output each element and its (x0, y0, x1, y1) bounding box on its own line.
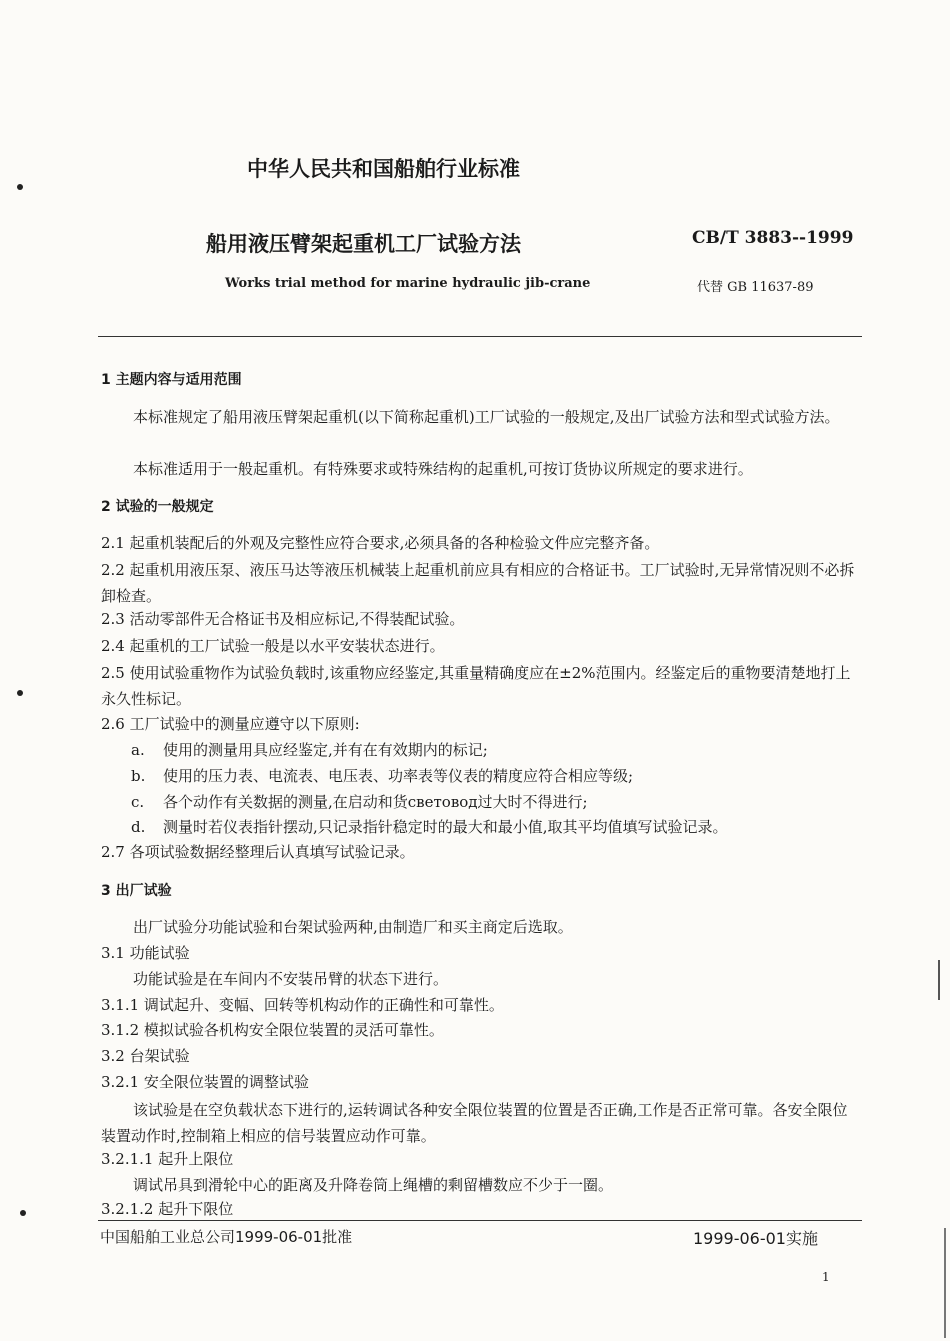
section-1-heading: 1 主题内容与适用范围 (101, 372, 242, 388)
clause-2-5: 2.5 使用试验重物作为试验负载时,该重物应经鉴定,其重量精确度应在±2%范围内。经鉴定后的重物要清楚地打上永久性标记。 (101, 664, 851, 708)
clause-3-2-1-2-heading: 3.2.1.2 起升下限位 (101, 1200, 234, 1218)
clause-3-2-1-paragraph: 该试验是在空负载状态下进行的,运转调试各种安全限位装置的位置是否正确,工作是否正常可靠。各安全限位装置动作时,控制箱上相应的信号装置应动作可靠。 (101, 1101, 848, 1145)
approval-line: 中国船舶工业总公司1999-06-01批准 (100, 1228, 353, 1246)
scan-edge-mark (944, 1228, 946, 1338)
clause-2-7: 2.7 各项试验数据经整理后认真填写试验记录。 (101, 843, 415, 861)
standard-number: CB/T 3883--1999 (692, 228, 854, 248)
clause-3-1-2: 3.1.2 模拟试验各机构安全限位装置的灵活可靠性。 (101, 1021, 444, 1039)
section-2-heading: 2 试验的一般规定 (101, 499, 214, 515)
scan-dot (17, 184, 23, 190)
list-item-label: b. (131, 767, 146, 785)
supersedes-note: 代替 GB 11637-89 (697, 280, 814, 295)
section-1-paragraph: 本标准适用于一般起重机。有特殊要求或特殊结构的起重机,可按订货协议所规定的要求进行。 (133, 460, 753, 478)
org-title: 中华人民共和国船舶行业标准 (247, 157, 520, 181)
clause-2-1: 2.1 起重机装配后的外观及完整性应符合要求,必须具备的各种检验文件应完整齐备。 (101, 534, 660, 552)
footer-divider (98, 1220, 862, 1221)
list-item-text: 使用的测量用具应经鉴定,并有在有效期内的标记; (163, 741, 488, 759)
clause-2-6: 2.6 工厂试验中的测量应遵守以下原则: (101, 715, 360, 733)
list-item-text: 各个动作有关数据的测量,在启动和货световод过大时不得进行; (163, 793, 588, 811)
clause-3-1-paragraph: 功能试验是在车间内不安装吊臂的状态下进行。 (133, 970, 449, 988)
section-3-heading: 3 出厂试验 (101, 883, 172, 899)
scan-dot (17, 690, 23, 696)
doc-title: 船用液压臂架起重机工厂试验方法 (206, 232, 521, 256)
page-number: 1 (822, 1270, 830, 1284)
clause-3-1-1: 3.1.1 调试起升、变幅、回转等机构动作的正确性和可靠性。 (101, 996, 504, 1014)
list-item-text: 测量时若仪表指针摆动,只记录指针稳定时的最大和最小值,取其平均值填写试验记录。 (163, 818, 728, 836)
list-item-label: c. (131, 793, 145, 811)
effective-date: 1999-06-01实施 (693, 1229, 818, 1248)
scan-dot (20, 1210, 26, 1216)
list-item-label: a. (131, 741, 145, 759)
list-item-label: d. (131, 818, 146, 836)
clause-3-2-1-heading: 3.2.1 安全限位装置的调整试验 (101, 1073, 309, 1091)
clause-2-3: 2.3 活动零部件无合格证书及相应标记,不得装配试验。 (101, 610, 465, 628)
clause-3-2-1-1-heading: 3.2.1.1 起升上限位 (101, 1150, 234, 1168)
clause-2-4: 2.4 起重机的工厂试验一般是以水平安装状态进行。 (101, 637, 445, 655)
clause-3-1-heading: 3.1 功能试验 (101, 944, 190, 962)
scan-edge-mark (938, 960, 940, 1000)
section-3-intro: 出厂试验分功能试验和台架试验两种,由制造厂和买主商定后选取。 (133, 918, 573, 936)
clause-3-2-heading: 3.2 台架试验 (101, 1047, 190, 1065)
header-divider (98, 336, 862, 337)
clause-3-2-1-1-paragraph: 调试吊具到滑轮中心的距离及升降卷筒上绳槽的剩留槽数应不少于一圈。 (133, 1176, 614, 1194)
list-item-text: 使用的压力表、电流表、电压表、功率表等仪表的精度应符合相应等级; (163, 767, 634, 785)
section-1-paragraph: 本标准规定了船用液压臂架起重机(以下简称起重机)工厂试验的一般规定,及出厂试验方法和型式试验方法。 (133, 408, 840, 426)
clause-2-2: 2.2 起重机用液压泵、液压马达等液压机械装上起重机前应具有相应的合格证书。工厂试验时,无异常情况则不必拆卸检查。 (101, 561, 855, 605)
english-title: Works trial method for marine hydraulic jib-crane (225, 276, 591, 291)
